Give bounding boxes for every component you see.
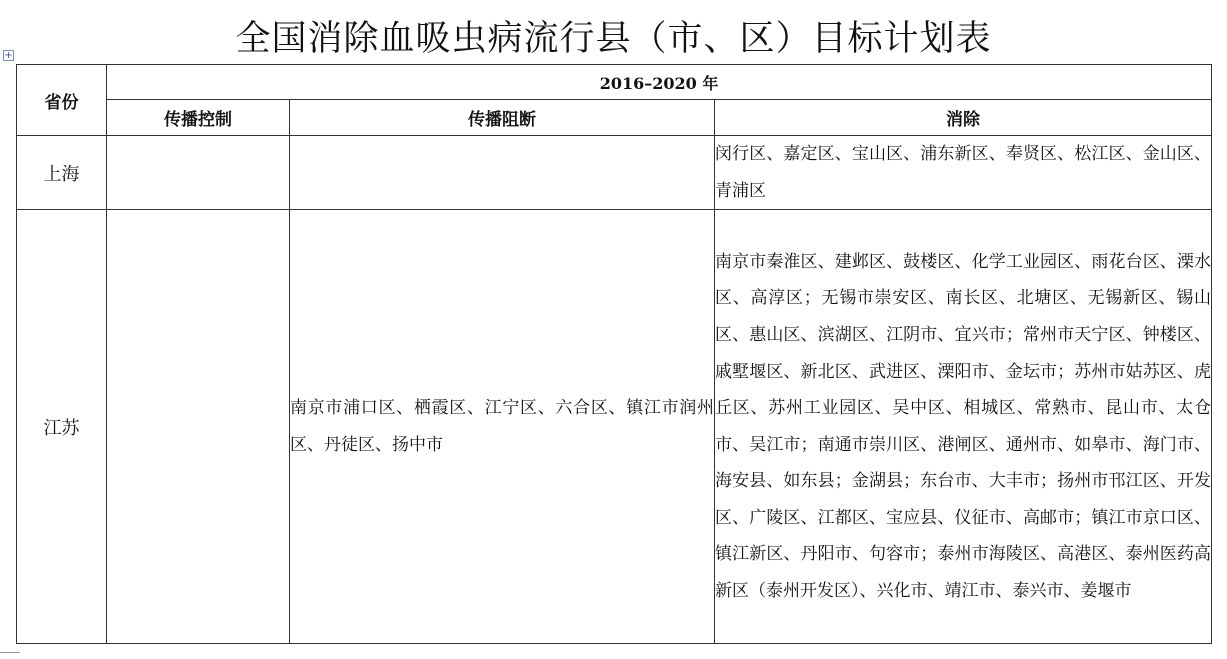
province-cell: 上海 (17, 136, 107, 210)
period-header: 2016–2020 年 (107, 65, 1212, 100)
table-row (17, 136, 1212, 210)
province-header: 省份 (17, 65, 107, 136)
table-move-handle-icon[interactable]: + (4, 50, 13, 61)
province-cell: 江苏 (17, 210, 107, 644)
page-edge-divider (0, 652, 20, 653)
elimination-cell: 闵行区、嘉定区、宝山区、浦东新区、奉贤区、松江区、金山区、青浦区 (715, 136, 1212, 210)
control-cell (107, 210, 290, 644)
elimination-cell: 南京市秦淮区、建邺区、鼓楼区、化学工业园区、雨花台区、溧水区、高淳区；无锡市崇安区、南长区、北塘区、无锡新区、锡山区、惠山区、滨湖区、江阴市、宜兴市；常州市天宁区、钟楼区、戚墅堰区、新北区、武进区、溧阳市、金坛市；苏州市姑苏区、虎丘区、苏州工业园区、吴中区、相城区、常熟市、昆山市、太仓市、吴江市；南通市崇川区、港闸区、通州市、如皋市、海门市、海安县、如东县；金湖县；东台市、大丰市；扬州市邗江区、开发区、广陵区、江都区、宝应县、仪征市、高邮市；镇江市京口区、镇江新区、丹阳市、句容市；泰州市海陵区、高港区、泰州医药高新区（泰州开发区）、兴化市、靖江市、泰兴市、姜堰市 (715, 210, 1212, 644)
header-row-columns (17, 100, 1212, 136)
column-header-control: 传播控制 (107, 100, 290, 136)
plan-table (16, 64, 1212, 644)
interruption-cell (290, 136, 715, 210)
control-cell (107, 136, 290, 210)
page-title: 全国消除血吸虫病流行县（市、区）目标计划表 (235, 19, 992, 59)
interruption-cell: 南京市浦口区、栖霞区、江宁区、六合区、镇江市润州区、丹徒区、扬中市 (290, 210, 715, 644)
header-row-period (17, 65, 1212, 100)
column-header-elimination: 消除 (715, 100, 1212, 136)
table-row (17, 210, 1212, 644)
column-header-interruption: 传播阻断 (290, 100, 715, 136)
